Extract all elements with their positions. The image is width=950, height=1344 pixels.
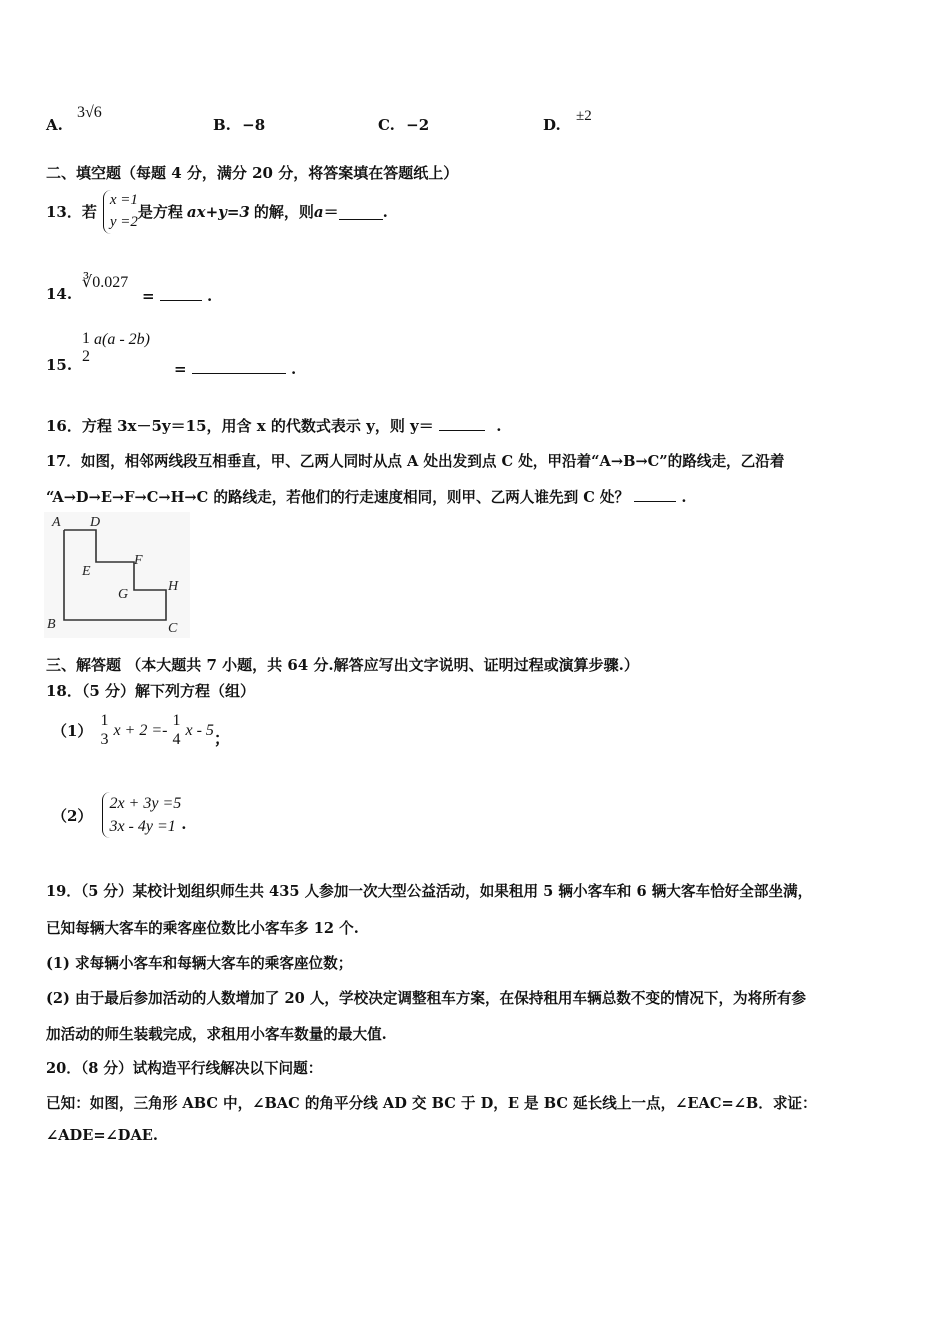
q17-line-2-text: “A→D→E→F→C→H→C 的路线走，若他们的行走速度相同，则甲、乙两人谁先到 C 处？ (46, 489, 630, 506)
q12-option-d (543, 116, 561, 134)
q18-p1-end: ； (213, 731, 230, 748)
q14-tail: = (142, 287, 155, 305)
q18-p1-frac-a (98, 712, 110, 749)
option-a-value (77, 104, 102, 122)
q18-p2-label: （2） (52, 806, 93, 825)
q13-answer-blank[interactable] (339, 204, 383, 220)
option-d-label: D. (543, 116, 561, 134)
q18-p2-eq1: 2x + 3y =5 (109, 795, 182, 812)
q19-line-2: 已知每辆大客车的乘客座位数比小客车多 12 个. (46, 920, 359, 937)
label-b: B (47, 617, 56, 632)
option-a-expr: 3√6 (77, 104, 102, 121)
q15-tail: = (174, 360, 187, 378)
q18-p1-a-den: 3 (100, 730, 109, 748)
q15-fraction (80, 330, 92, 367)
q15-answer (174, 358, 296, 378)
q16-text: 16．方程 3x－5y＝15，用含 x 的代数式表示 y，则 y＝ (46, 417, 434, 435)
figure-background (44, 512, 190, 638)
q19-line-1: 19．（5 分）某校计划组织师生共 435 人参加一次大型公益活动，如果租用 5 辆小客车和 6 辆大客车恰好全部坐满， (46, 883, 813, 900)
question-13 (46, 190, 388, 234)
q14-number: 14. (46, 285, 73, 303)
label-a: A (52, 515, 61, 530)
q12-option-c (378, 116, 429, 134)
q19-sub-2-line-1: (2) 由于最后参加活动的人数增加了 20 人，学校决定调整租车方案，在保持租用车辆总数不变的情况下，为将所有参 (46, 990, 807, 1007)
q14-end: . (207, 287, 213, 305)
q15-answer-blank[interactable] (192, 358, 286, 374)
q20-line-2: ∠ADE=∠DAE. (46, 1127, 158, 1144)
option-c-value: −2 (406, 116, 430, 134)
question-15-expr (80, 330, 150, 367)
q18-part-2 (52, 792, 186, 838)
option-c-label: C. (378, 116, 395, 134)
q16-answer-blank[interactable] (439, 415, 485, 431)
q18-p1-expr (98, 712, 229, 749)
label-g: G (118, 587, 129, 602)
q16-end: . (496, 417, 502, 435)
q18-p1-b-num: 1 (172, 712, 181, 730)
q17-end: . (681, 489, 687, 506)
q18-p2-end: . (181, 815, 187, 834)
q18-p2-system (102, 792, 181, 838)
option-d-value (576, 108, 592, 125)
q18-p1-tail: x - 5 (185, 721, 214, 739)
q20-title: 20．（8 分）试构造平行线解决以下问题： (46, 1060, 323, 1077)
q17-answer-blank[interactable] (634, 486, 676, 502)
section-3-heading: 三、解答题 （本大题共 7 小题，共 64 分.解答应写出文字说明、证明过程或演算步骤.） (46, 656, 639, 674)
q18-p1-frac-b (170, 712, 182, 749)
q19-sub-2-line-2: 加活动的师生装载完成，求租用小客车数量的最大值. (46, 1026, 387, 1043)
q13-eq1: x =1 (109, 192, 138, 208)
label-h: H (168, 579, 179, 594)
label-f: F (134, 553, 143, 568)
q15-end: . (291, 360, 297, 378)
q13-var: a (313, 202, 324, 221)
q14-expr: ∛0.027 (82, 274, 129, 291)
q12-option-b (213, 116, 265, 134)
q17-line-2 (46, 486, 686, 507)
q18-p1-a-num: 1 (100, 712, 109, 730)
question-16 (46, 415, 501, 436)
q18-p2-eq2: 3x - 4y =1 (109, 818, 176, 836)
q19-sub-1: (1) 求每辆小客车和每辆大客车的乘客座位数； (46, 955, 353, 972)
q18-title: 18．（5 分）解下列方程（组） (46, 682, 256, 700)
option-d-expr: ±2 (576, 108, 592, 124)
label-e: E (82, 564, 91, 579)
q13-text: 是方程 (137, 203, 183, 222)
label-c: C (168, 621, 178, 636)
option-b-label: B. (213, 116, 231, 134)
q13-text2: 的解，则 (253, 203, 314, 222)
q15-expression: a(a - 2b) (94, 331, 150, 349)
q14-answer (142, 285, 212, 305)
q14-answer-blank[interactable] (160, 285, 202, 301)
q18-p1-b-den: 4 (172, 730, 181, 748)
question-14 (46, 285, 72, 303)
q18-p1-mid: x + 2 =- (113, 721, 168, 739)
q13-equation: ax+y=3 (186, 202, 250, 221)
q13-end: . (382, 202, 388, 221)
question-15-number: 15. (46, 356, 73, 374)
q20-line-1: 已知：如图，三角形 ABC 中，∠BAC 的角平分线 AD 交 BC 于 D，E 是 BC 延长线上一点，∠EAC=∠B．求证： (46, 1095, 817, 1112)
q13-tail: ＝ (323, 203, 339, 222)
q13-system (103, 190, 138, 234)
q18-part-1 (52, 712, 230, 749)
q13-number: 13．若 (46, 203, 97, 222)
q18-p1-label: （1） (52, 722, 93, 740)
q15-frac-num: 1 (82, 330, 90, 347)
q15-frac-den: 2 (82, 348, 90, 366)
staircase-diagram (44, 512, 190, 638)
q17-figure (44, 512, 190, 638)
label-d: D (90, 515, 101, 530)
q13-eq2: y =2 (109, 213, 138, 230)
option-a-label: A. (46, 116, 63, 134)
q12-option-a (46, 116, 63, 134)
q17-line-1: 17．如图，相邻两线段互相垂直，甲、乙两人同时从点 A 处出发到点 C 处，甲沿着“A→B→C”的路线走，乙沿着 (46, 453, 785, 470)
option-b-value: −8 (242, 116, 266, 134)
section-2-heading: 二、填空题（每题 4 分，满分 20 分，将答案填在答题纸上） (46, 164, 459, 182)
